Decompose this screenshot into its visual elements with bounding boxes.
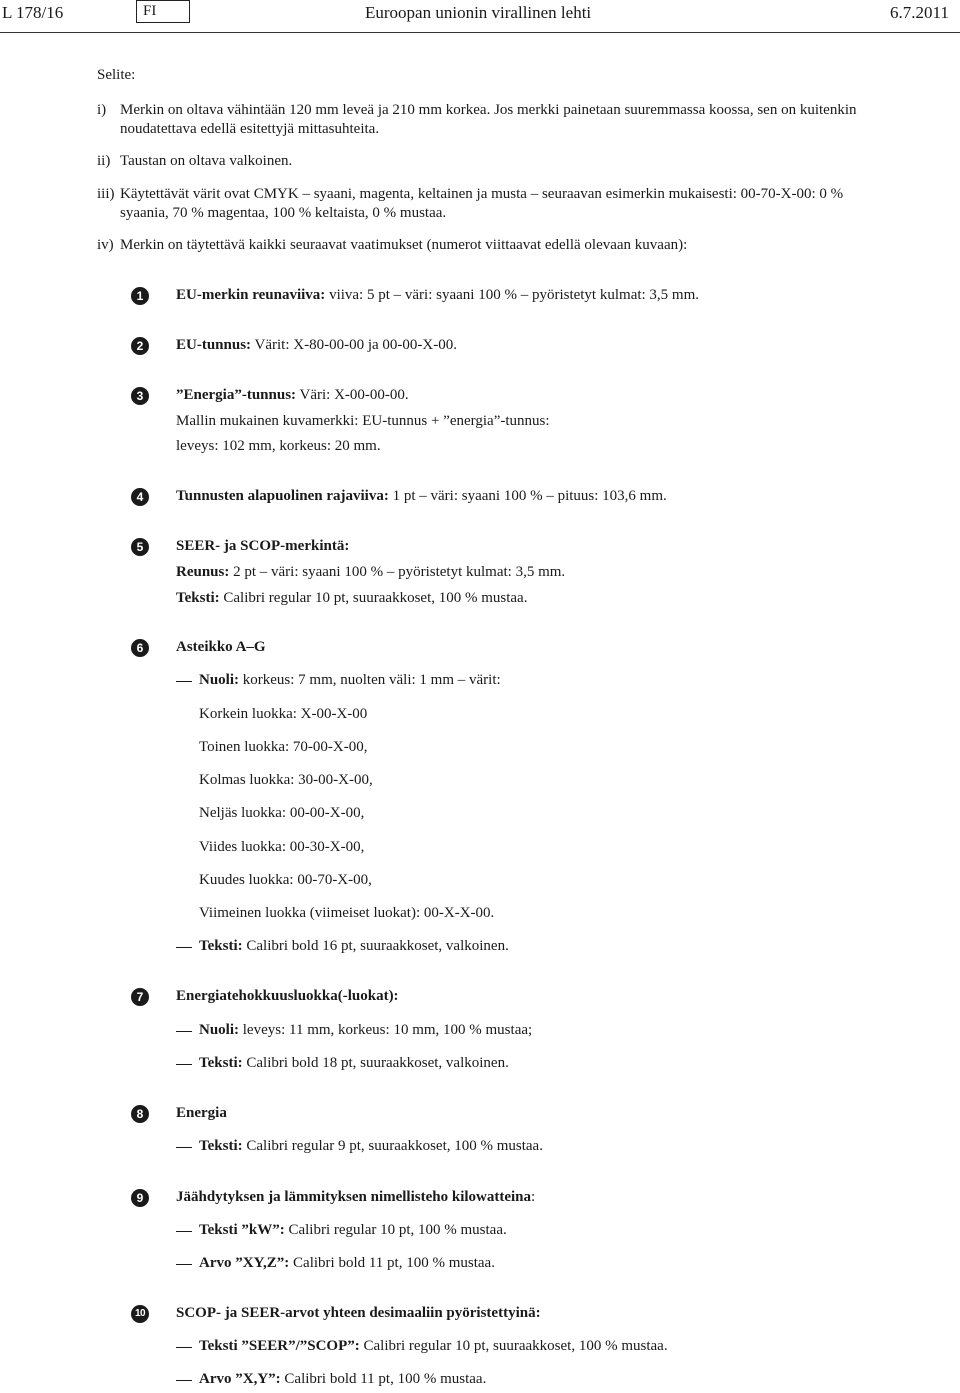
item-9-label: Jäähdytyksen ja lämmityksen nimellisteho kilowatteina — [176, 1189, 532, 1205]
item-10-label: SCOP- ja SEER-arvot yhteen desimaaliin pyöristettyinä: — [176, 1305, 541, 1321]
item-2-text: Värit: X-80-00-00 ja 00-00-X-00. — [251, 337, 457, 353]
item-5-border-label: Reunus: — [176, 564, 230, 580]
item-10-dash-2 — [176, 1380, 192, 1381]
item-2-line — [176, 336, 457, 355]
item-4-number-badge: 4 — [131, 488, 149, 506]
item-2-label: EU-tunnus: — [176, 337, 252, 353]
item-3-line — [176, 386, 409, 405]
item-9-kw-label: Teksti ”kW”: — [199, 1222, 285, 1238]
item-1-line — [176, 286, 699, 305]
header-rule — [0, 32, 960, 33]
item-8-number-badge: 8 — [131, 1105, 149, 1123]
item-7-arrow-text: leveys: 11 mm, korkeus: 10 mm, 100 % mustaa; — [239, 1022, 533, 1038]
item-6-arrows-text: korkeus: 7 mm, nuolten väli: 1 mm – värit: — [239, 672, 501, 688]
item-10-text-label: Teksti ”SEER”/”SCOP”: — [199, 1338, 360, 1354]
item-6-text-label: Teksti: — [199, 938, 243, 954]
item-3-line-3: leveys: 102 mm, korkeus: 20 mm. — [176, 438, 381, 454]
item-9-line — [176, 1188, 535, 1207]
item-5-line-3 — [176, 589, 527, 608]
item-10-text-text: Calibri regular 10 pt, suuraakkoset, 100 % mustaa. — [359, 1338, 668, 1354]
item-6-dash-1 — [176, 681, 192, 682]
legend-title: Selite: — [97, 67, 136, 83]
item-7-dash-2 — [176, 1064, 192, 1065]
item-5-line-2 — [176, 563, 565, 582]
page-number: L 178/16 — [2, 3, 64, 22]
item-8-text-label: Teksti: — [199, 1138, 243, 1154]
item-6-class-1: Korkein luokka: X-00-X-00 — [199, 706, 368, 722]
item-6-arrows-line — [199, 671, 501, 690]
publication-date: 6.7.2011 — [890, 3, 949, 22]
journal-title: Euroopan unionin virallinen lehti — [365, 3, 592, 22]
item-4-label: Tunnusten alapuolinen rajaviiva: — [176, 488, 389, 504]
item-6-class-2: Toinen luokka: 70-00-X-00, — [199, 739, 368, 755]
item-6-text-text: Calibri bold 16 pt, suuraakkoset, valkoinen. — [242, 938, 509, 954]
item-5-label: SEER- ja SCOP-merkintä: — [176, 538, 350, 554]
item-9-label-tail: : — [531, 1189, 536, 1205]
item-10-dash-1 — [176, 1347, 192, 1348]
item-8-dash-1 — [176, 1147, 192, 1148]
item-5-text-label: Teksti: — [176, 590, 220, 606]
item-7-arrow-line — [199, 1021, 532, 1040]
item-10-value-label: Arvo ”X,Y”: — [199, 1371, 281, 1387]
item-9-number-badge: 9 — [131, 1189, 149, 1207]
item-10-number-badge: 10 — [131, 1305, 149, 1323]
item-5-number-badge: 5 — [131, 538, 149, 556]
item-9-value-line — [199, 1254, 495, 1273]
page-header — [0, 0, 960, 34]
item-6-dash-2 — [176, 947, 192, 948]
item-7-text-label: Teksti: — [199, 1055, 243, 1071]
item-9-dash-2 — [176, 1264, 192, 1265]
item-9-value-text: Calibri bold 11 pt, 100 % mustaa. — [289, 1255, 495, 1271]
note-1-text: Merkin on oltava vähintään 120 mm leveä ja 210 mm korkea. Jos merkki painetaan suuremmassa koossa, sen on kuitenkin noudatettava edellä esitettyjä mittasuhteita. — [120, 102, 857, 137]
item-6-class-3: Kolmas luokka: 30-00-X-00, — [199, 772, 373, 788]
item-9-kw-line — [199, 1221, 507, 1240]
item-3-number-badge: 3 — [131, 387, 149, 405]
item-8-label: Energia — [176, 1105, 227, 1121]
item-6-class-7: Viimeinen luokka (viimeiset luokat): 00-X-X-00. — [199, 905, 495, 921]
language-box: FI — [136, 0, 190, 23]
item-1-number-badge: 1 — [131, 287, 149, 305]
item-6-arrows-label: Nuoli: — [199, 672, 240, 688]
item-7-label: Energiatehokkuusluokka(-luokat): — [176, 988, 399, 1004]
item-9-value-label: Arvo ”XY,Z”: — [199, 1255, 290, 1271]
item-6-label: Asteikko A–G — [176, 639, 266, 655]
item-3-line-2: Mallin mukainen kuvamerkki: EU-tunnus + ”energia”-tunnus: — [176, 413, 550, 429]
item-7-text-line — [199, 1054, 509, 1073]
item-2-number-badge: 2 — [131, 337, 149, 355]
item-6-class-4: Neljäs luokka: 00-00-X-00, — [199, 805, 365, 821]
item-3-label: ”Energia”-tunnus: — [176, 387, 297, 403]
item-4-text: 1 pt – väri: syaani 100 % – pituus: 103,6 mm. — [388, 488, 667, 504]
note-3-marker: iii) — [97, 186, 115, 202]
item-6-number-badge: 6 — [131, 639, 149, 657]
item-8-text-text: Calibri regular 9 pt, suuraakkoset, 100 % mustaa. — [242, 1138, 543, 1154]
note-2-marker: ii) — [97, 153, 111, 169]
note-3-text: Käytettävät värit ovat CMYK – syaani, magenta, keltainen ja musta – seuraavan esimerkin mukaisesti: 00-70-X-00: 0 % syaania, 70 % magentaa, 100 % keltaista, 0 % mustaa. — [120, 186, 844, 221]
item-9-dash-1 — [176, 1231, 192, 1232]
item-1-label: EU-merkin reunaviiva: — [176, 287, 326, 303]
item-6-class-5: Viides luokka: 00-30-X-00, — [199, 839, 365, 855]
item-7-text-text: Calibri bold 18 pt, suuraakkoset, valkoinen. — [242, 1055, 509, 1071]
item-9-kw-text: Calibri regular 10 pt, 100 % mustaa. — [284, 1222, 507, 1238]
item-6-class-6: Kuudes luokka: 00-70-X-00, — [199, 872, 372, 888]
item-4-line — [176, 487, 667, 506]
item-8-text-line — [199, 1137, 543, 1156]
note-4-text: Merkin on täytettävä kaikki seuraavat vaatimukset (numerot viittaavat edellä olevaan kuvaan): — [120, 237, 688, 253]
item-6-text-line — [199, 937, 509, 956]
note-2-text: Taustan on oltava valkoinen. — [120, 153, 293, 169]
note-1-marker: i) — [97, 102, 107, 118]
item-5-text-text: Calibri regular 10 pt, suuraakkoset, 100 % mustaa. — [219, 590, 528, 606]
item-10-value-text: Calibri bold 11 pt, 100 % mustaa. — [280, 1371, 487, 1387]
item-3-text: Väri: X-00-00-00. — [296, 387, 409, 403]
item-7-number-badge: 7 — [131, 988, 149, 1006]
item-7-dash-1 — [176, 1031, 192, 1032]
item-10-text-line — [199, 1337, 668, 1356]
item-7-arrow-label: Nuoli: — [199, 1022, 240, 1038]
item-1-text: viiva: 5 pt – väri: syaani 100 % – pyöristetyt kulmat: 3,5 mm. — [325, 287, 700, 303]
note-4-marker: iv) — [97, 237, 114, 253]
item-10-value-line — [199, 1370, 486, 1389]
item-5-border-text: 2 pt – väri: syaani 100 % – pyöristetyt kulmat: 3,5 mm. — [229, 564, 566, 580]
